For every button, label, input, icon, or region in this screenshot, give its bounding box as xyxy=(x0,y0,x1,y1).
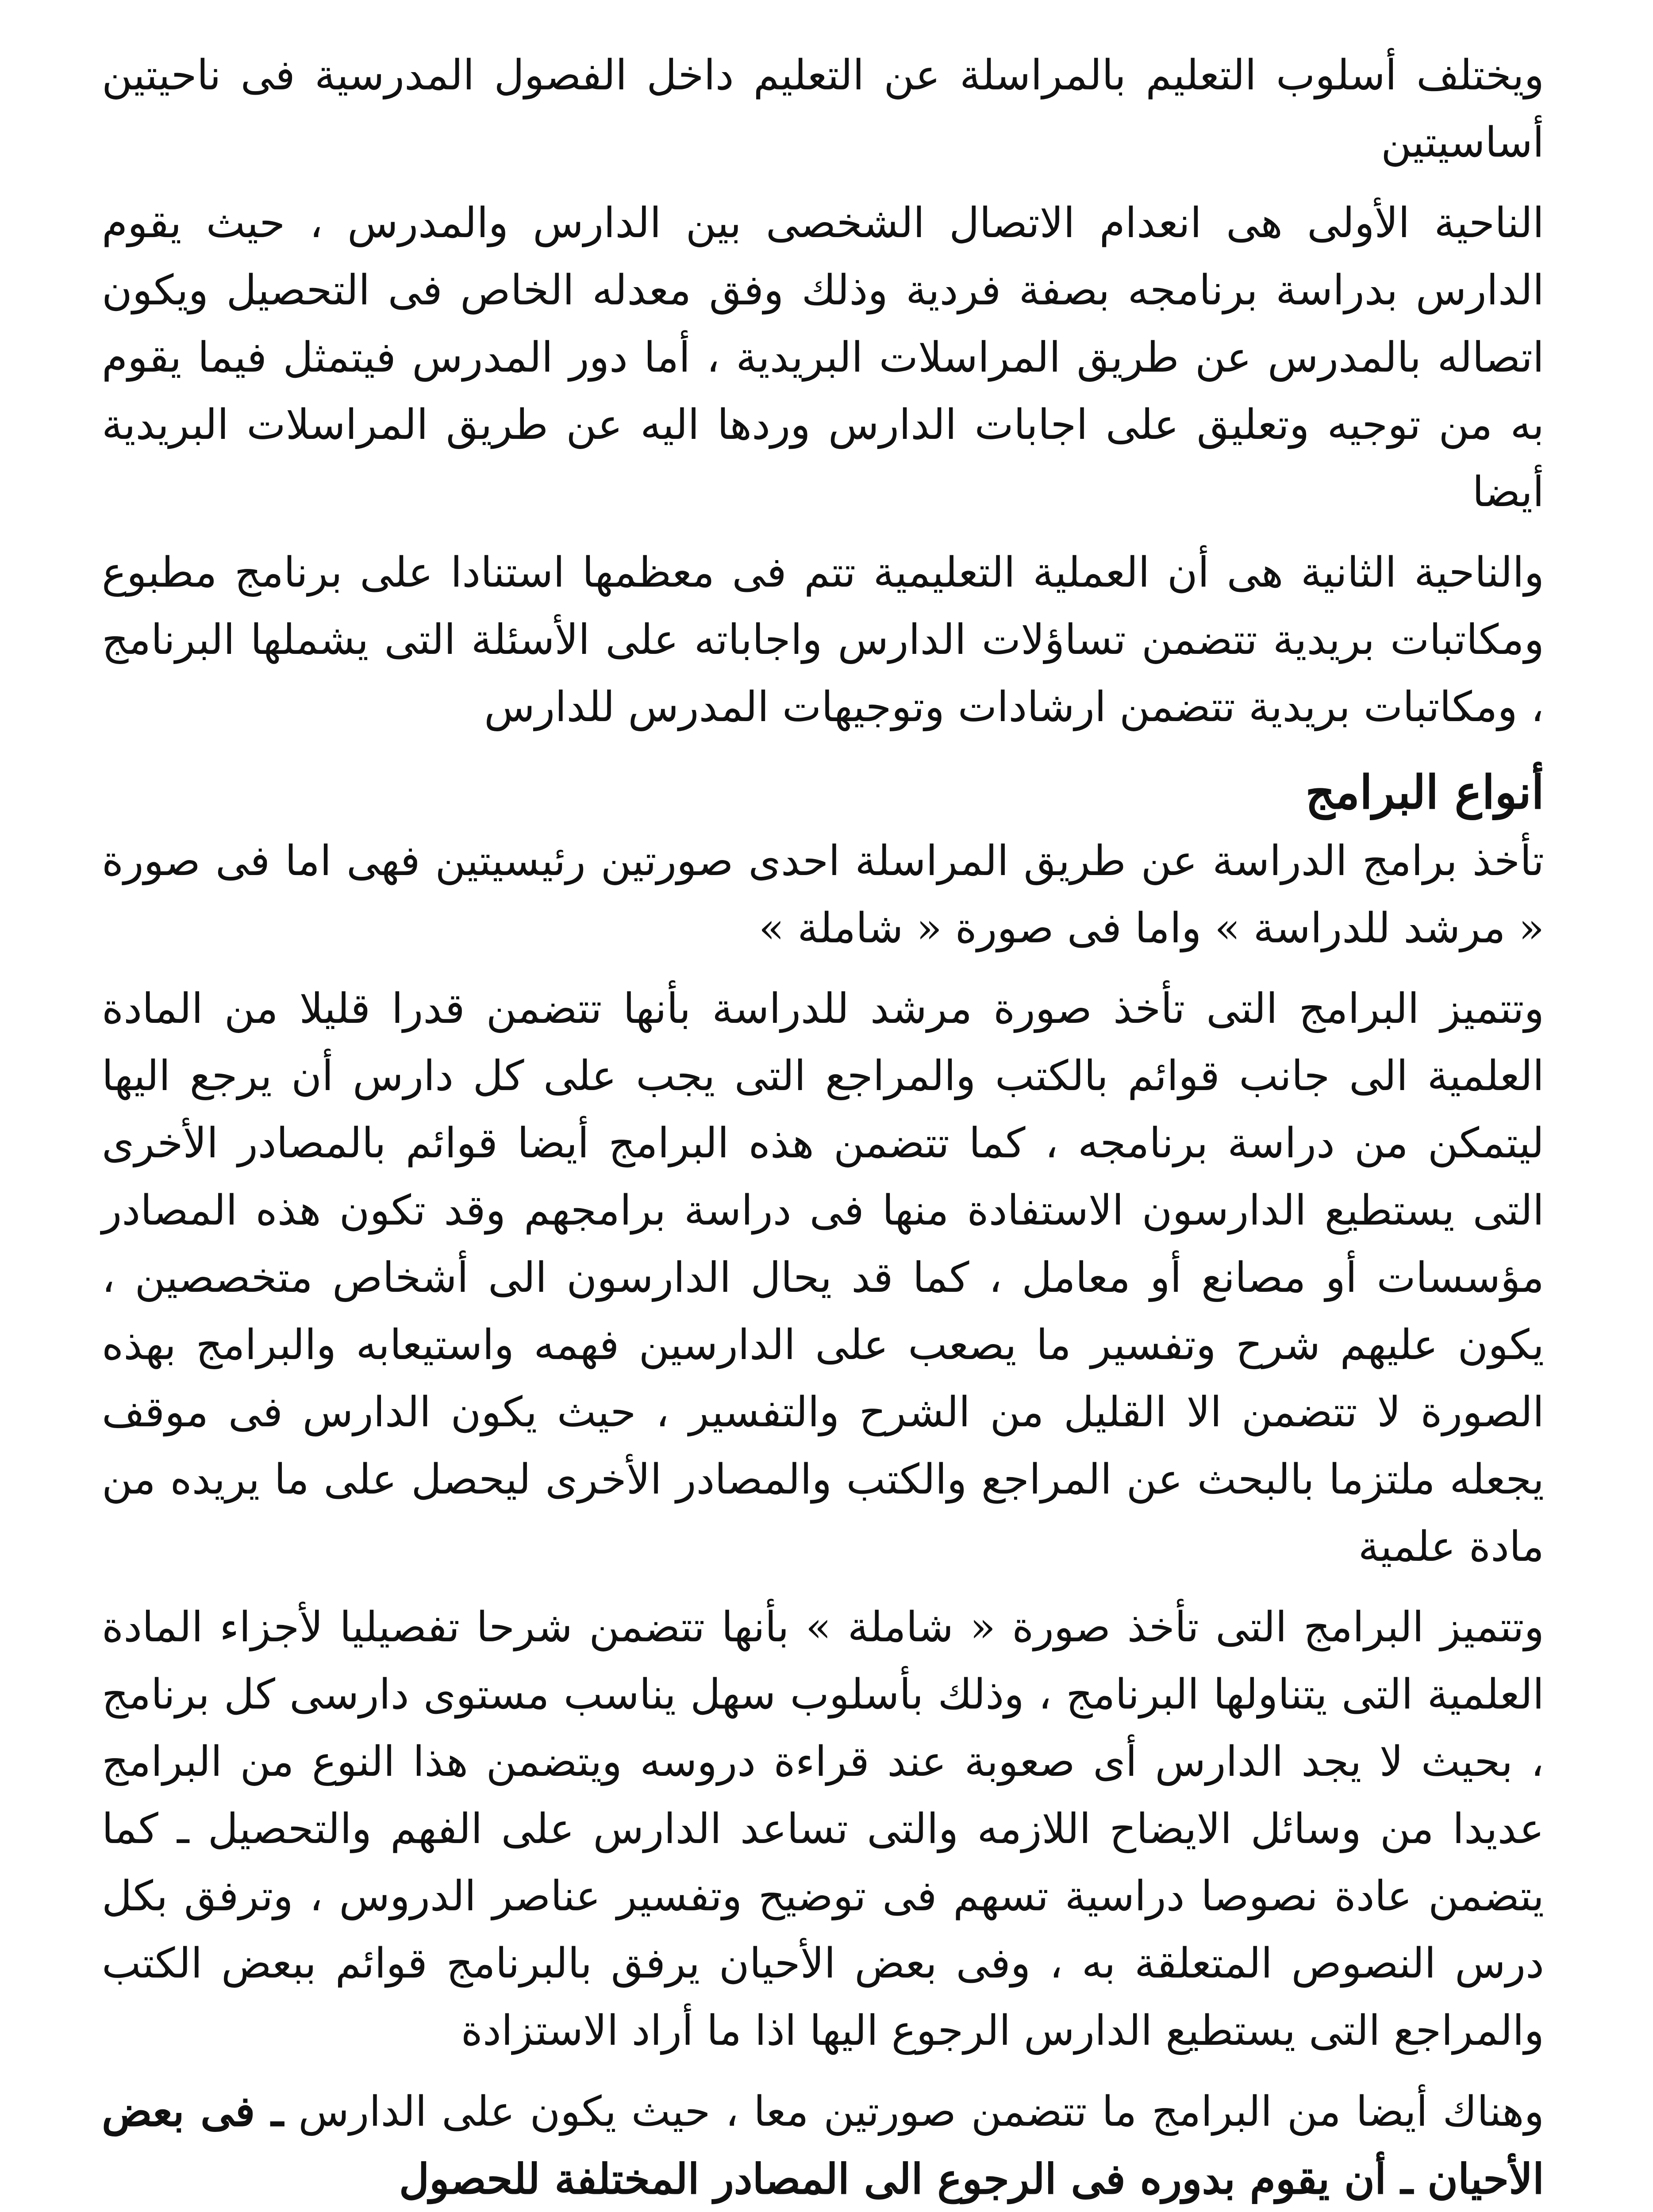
paragraph-mixed-form xyxy=(102,2078,1544,2212)
paragraph-guide-form: وتتميز البرامج التى تأخذ صورة مرشد للدراسة بأنها تتضمن قدرا قليلا من المادة العلمية الى جانب قوائم بالكتب والمراجع التى يجب على كل دارس أن يرجع اليها ليتمكن من دراسة برنامجه ، كما تتضمن هذه البرامج أيضا قوائم بالمصادر الأخرى التى يستطيع الدارسون الاستفادة منها فى دراسة برامجهم وقد تكون هذه المصادر مؤسسات أو مصانع أو معامل ، كما قد يحال الدارسون الى أشخاص متخصصين ، يكون عليهم شرح وتفسير ما يصعب على الدارسين فهمه واستيعابه والبرامج بهذه الصورة لا تتضمن الا القليل من الشرح والتفسير ، حيث يكون الدارس فى موقف يجعله ملتزما بالبحث عن المراجع والكتب والمصادر الأخرى ليحصل على ما يريده من مادة علمية xyxy=(102,985,1544,1571)
paragraph-mixed-form-bold: ـ فى بعض الأحيان ـ أن يقوم بدوره فى الرجوع الى المصادر المختلفة للحصول xyxy=(102,2087,1544,2204)
paragraph-second-aspect: والناحية الثانية هى أن العملية التعليمية تتم فى معظمها استنادا على برنامج مطبوع ومكاتبات بريدية تتضمن تساؤلات الدارس واجاباته على الأسئلة التى يشملها البرنامج ، ومكاتبات بريدية تتضمن ارشادات وتوجيهات المدرس للدارس xyxy=(102,549,1544,731)
page-body xyxy=(102,42,1544,2212)
paragraph-types-intro: تأخذ برامج الدراسة عن طريق المراسلة احدى صورتين رئيسيتين فهى اما فى صورة « مرشد للدراسة » واما فى صورة « شاملة » xyxy=(102,837,1544,952)
paragraph-comprehensive-form: وتتميز البرامج التى تأخذ صورة « شاملة » بأنها تتضمن شرحا تفصيليا لأجزاء المادة العلمية التى يتناولها البرنامج ، وذلك بأسلوب سهل يناسب مستوى دارسى كل برنامج ، بحيث لا يجد الدارس أى صعوبة عند قراءة دروسه ويتضمن هذا النوع من البرامج عديدا من وسائل الايضاح اللازمه والتى تساعد الدارس على الفهم والتحصيل ـ كما يتضمن عادة نصوصا دراسية تسهم فى توضيح وتفسير عناصر الدروس ، وترفق بكل درس النصوص المتعلقة به ، وفى بعض الأحيان يرفق بالبرنامج قوائم ببعض الكتب والمراجع التى يستطيع الدارس الرجوع اليها اذا ما أراد الاستزادة xyxy=(102,1603,1544,2055)
paragraph-first-aspect: الناحية الأولى هى انعدام الاتصال الشخصى بين الدارس والمدرس ، حيث يقوم الدارس بدراسة برنامجه بصفة فردية وذلك وفق معدله الخاص فى التحصيل ويكون اتصاله بالمدرس عن طريق المراسلات البريدية ، أما دور المدرس فيتمثل فيما يقوم به من توجيه وتعليق على اجابات الدارس وردها اليه عن طريق المراسلات البريدية أيضا xyxy=(102,199,1544,516)
paragraph-intro: ويختلف أسلوب التعليم بالمراسلة عن التعليم داخل الفصول المدرسية فى ناحيتين أساسيتين xyxy=(102,51,1544,167)
section-heading-program-types: أنواع البرامج xyxy=(1305,765,1544,819)
paragraph-mixed-form-start: وهناك أيضا من البرامج ما تتضمن صورتين معا ، حيث يكون على الدارس xyxy=(283,2088,1544,2136)
